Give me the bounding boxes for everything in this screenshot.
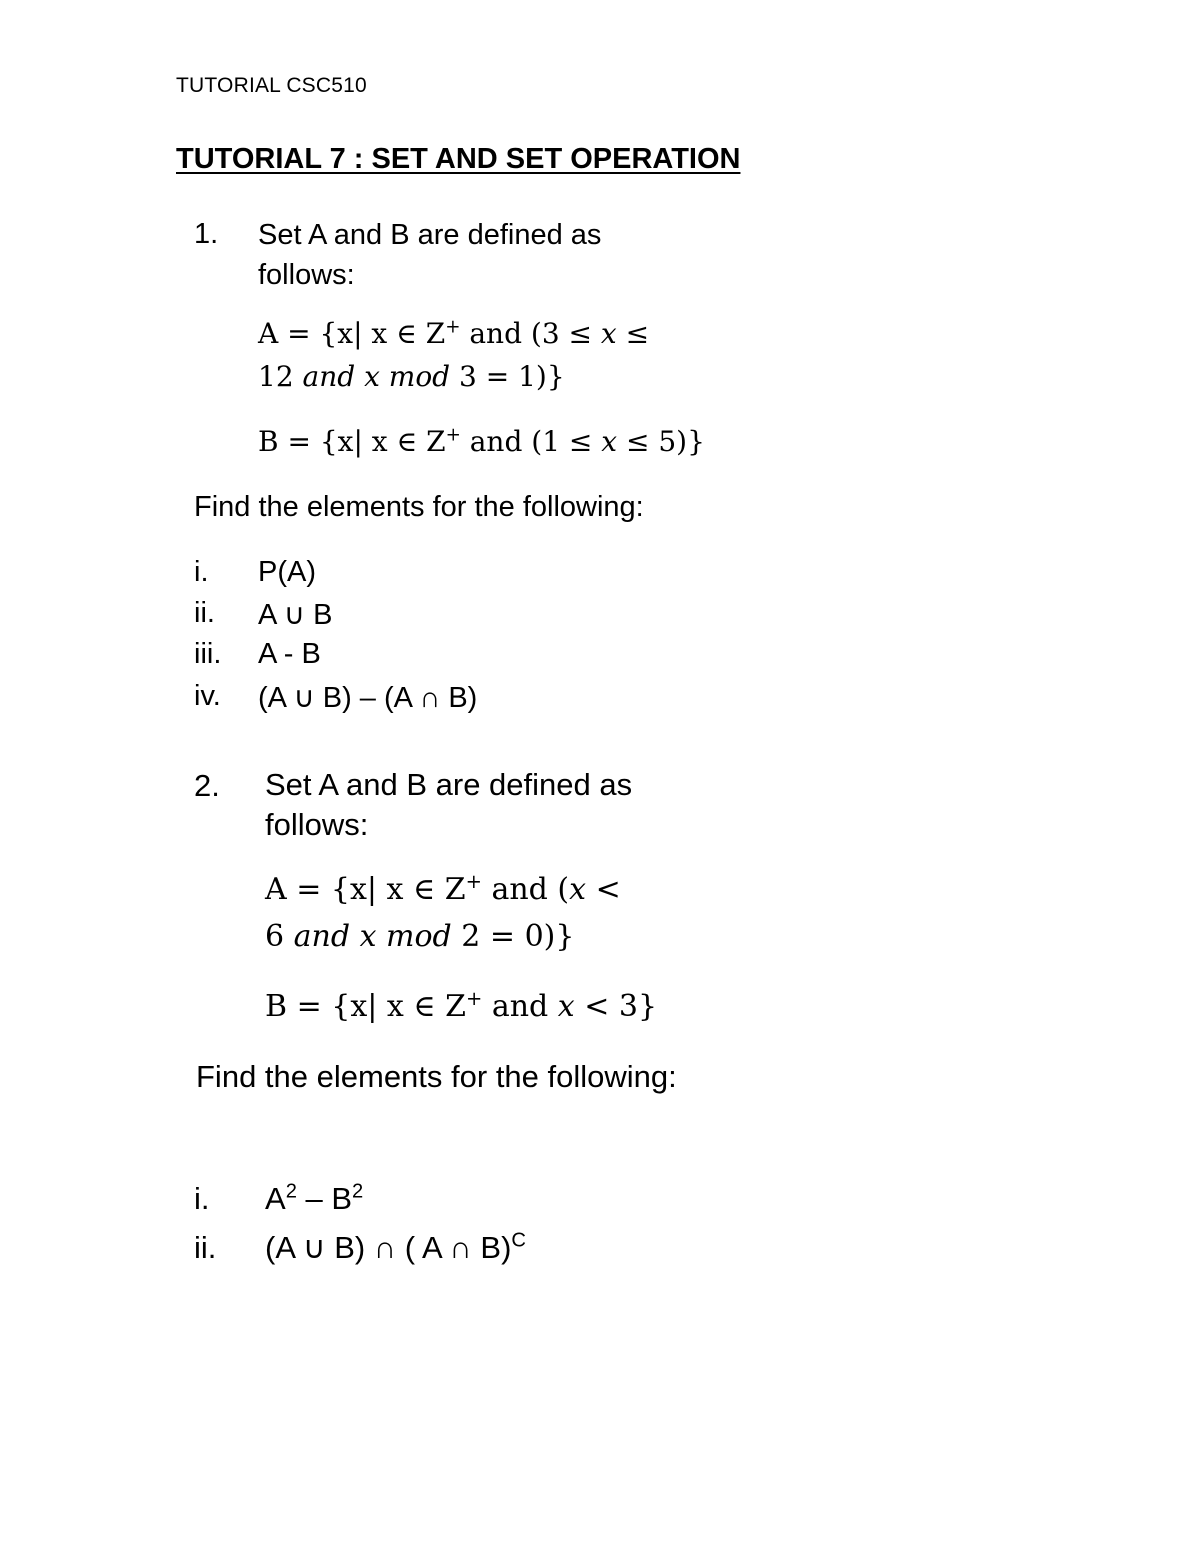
tutorial-title: TUTORIAL 7 : SET AND SET OPERATION [176,143,741,175]
q2-find-instruction: Find the elements for the following: [196,1059,677,1094]
q1-set-a-part: and (3 ≤ [460,317,601,350]
q1-set-b-part: and (1 ≤ [460,425,602,458]
q2-set-b-var: x [557,989,575,1024]
q1-set-b [258,425,705,458]
q2-item-roman: i. [194,1181,210,1216]
q1-set-a-part: A = {x| x ∈ Z [258,317,446,350]
q1-set-b-var: x [601,425,618,458]
q2-set-a-line-1 [265,872,621,907]
q1-set-a-var: x [600,317,617,350]
q2-set-b-part: B = {x| x ∈ Z [265,989,466,1024]
q1-item-expr: A - B [258,638,321,670]
q2-set-a-part: A = {x| x ∈ Z [265,872,466,907]
q1-item-roman: ii. [194,597,215,629]
q1-set-b-sup: + [445,424,461,446]
question-1-text: Set A and B are defined as follows: [258,219,602,291]
q2-set-a-italic: and x mod [293,919,452,954]
q1-item-roman: iv. [194,680,221,712]
q2-set-b [265,989,657,1024]
q2-set-b-sup: + [465,987,483,1010]
q2-item-sup: C [511,1229,526,1252]
q1-set-a-part: ≤ [616,317,650,350]
q1-item-expr: A ∪ B [258,599,333,631]
q1-set-a-italic: and x mod [302,360,451,393]
q1-set-a-part: 12 [258,360,303,393]
q1-set-a-sup: + [445,316,461,338]
q2-item-expr [265,1230,526,1266]
question-2-text: Set A and B are defined as follows: [265,767,633,842]
q1-item-expr: P(A) [258,556,316,588]
q2-item-sup: 2 [352,1180,364,1203]
q1-find-instruction: Find the elements for the following: [194,491,644,523]
q2-set-a-part: 2 = 0)} [451,919,575,954]
q2-set-a-part: 6 [265,919,294,954]
q2-set-a-sup: + [465,870,482,893]
q2-item-part: A [265,1181,286,1216]
q2-item-part: – B [296,1181,353,1216]
q2-item-roman: ii. [194,1230,217,1265]
page-header: TUTORIAL CSC510 [176,74,367,97]
q1-set-b-part: B = {x| x ∈ Z [258,425,446,458]
q1-item-roman: i. [194,556,209,588]
question-1-number: 1. [194,218,219,250]
q1-set-b-part: ≤ 5)} [617,425,705,458]
q1-set-a-line-2 [258,360,565,393]
question-2-number: 2. [194,768,220,803]
q2-set-a-part: and ( [481,872,570,907]
q1-item-expr: (A ∪ B) – (A ∩ B) [258,682,478,714]
q1-item-roman: iii. [194,638,222,670]
q2-set-a-line-2 [265,919,574,954]
q2-set-a-var: x [569,872,587,907]
q2-set-b-part: < 3} [574,989,658,1024]
q2-set-b-part: and [482,989,558,1024]
q2-item-part: (A ∪ B) ∩ ( A ∩ B) [265,1230,512,1265]
q2-item-sup: 2 [285,1180,297,1203]
q1-set-a-part: 3 = 1)} [450,360,565,393]
q2-item-expr [265,1181,363,1217]
q1-set-a-line-1 [258,317,649,350]
q2-set-a-part: < [586,872,621,907]
